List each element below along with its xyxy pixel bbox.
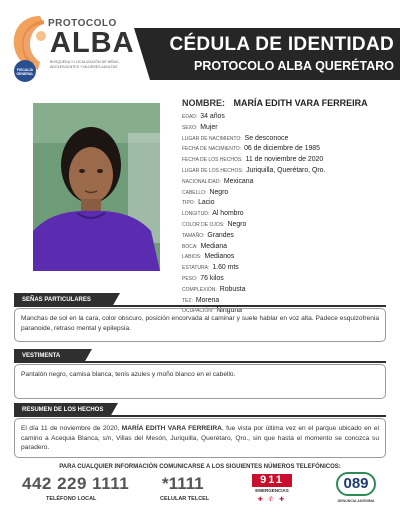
- detail-row: [182, 188, 394, 199]
- senas-divider: [14, 305, 386, 307]
- detail-value: Mediana: [200, 242, 227, 250]
- cellular-phone-label: CELULAR TELCEL: [160, 496, 210, 502]
- detail-label: LABIOS:: [182, 254, 202, 261]
- detail-value: 11 de noviembre de 2020: [245, 156, 324, 164]
- detail-value: Negro: [227, 220, 247, 228]
- header: [0, 0, 400, 90]
- detail-row: [182, 198, 394, 209]
- emergency-number: 911: [252, 474, 292, 487]
- detail-row: [182, 263, 394, 274]
- detail-label: FECHA DE NACIMIENTO:: [182, 146, 242, 153]
- vestimenta-header: [14, 349, 386, 363]
- denuncia-089-logo[interactable]: [334, 472, 378, 510]
- detail-value: Negro: [209, 188, 229, 196]
- detail-label: COLOR DE OJOS:: [182, 221, 225, 228]
- detail-value: 06 de diciembre de 1985: [244, 145, 320, 153]
- vestimenta-text: Pantalón negro, camisa blanca, tenis azules y moño blanco en el cabello.: [21, 371, 236, 378]
- detail-label: FECHA DE LOS HECHOS:: [182, 157, 243, 164]
- person-name: MARÍA EDITH VARA FERREIRA: [233, 98, 368, 108]
- detail-value: Ninguna: [216, 307, 242, 315]
- resumen-text-before: El día 11 de noviembre de 2020,: [21, 425, 122, 432]
- detail-label: NACIONALIDAD:: [182, 178, 221, 185]
- fiscalia-seal: FISCALÍA GENERAL: [14, 60, 36, 82]
- detail-label: TEZ:: [182, 297, 193, 304]
- protocolo-alba-logo: [10, 12, 135, 82]
- vestimenta-title: VESTIMENTA: [14, 349, 84, 363]
- resumen-person-name: MARÍA EDITH VARA FERREIRA: [121, 425, 222, 432]
- detail-value: Mujer: [200, 123, 218, 131]
- detail-row: [182, 252, 394, 263]
- senas-text: Manchas de sol en la cara, color obscuro, posición encorvada al caminar y suele hablar en voz alta. Padece esquizofrenia paranoide, retraso mental y epilepsia.: [21, 315, 379, 332]
- detail-rows: [182, 112, 394, 317]
- detail-value: Se desconoce: [244, 134, 289, 142]
- cellular-phone-number[interactable]: *1111: [162, 474, 204, 493]
- emergency-label: EMERGENCIAS: [255, 488, 289, 493]
- detail-row: [182, 274, 394, 285]
- detail-label: LUGAR DE LOS HECHOS:: [182, 167, 244, 174]
- detail-row: [182, 112, 394, 123]
- person-details: [182, 98, 394, 317]
- detail-label: SEXO:: [182, 124, 198, 131]
- vestimenta-divider: [14, 361, 386, 363]
- resumen-header: [14, 403, 386, 417]
- logo-alba-text: ALBA: [50, 27, 135, 59]
- detail-row: [182, 155, 394, 166]
- local-phone-number[interactable]: 442 229 1111: [22, 474, 130, 493]
- detail-label: LUGAR DE NACIMIENTO:: [182, 135, 242, 142]
- resumen-title: RESUMEN DE LOS HECHOS: [14, 403, 110, 417]
- detail-value: Mexicana: [223, 177, 254, 185]
- detail-label: ESTATURA:: [182, 265, 210, 272]
- document-subtitle: PROTOCOLO ALBA QUERÉTARO: [194, 59, 394, 73]
- detail-label: CABELLO:: [182, 189, 207, 196]
- detail-row: [182, 144, 394, 155]
- name-label: NOMBRE:: [182, 98, 225, 108]
- detail-value: Grandes: [207, 231, 234, 239]
- detail-label: EDAD:: [182, 114, 198, 120]
- detail-row: [182, 242, 394, 253]
- resumen-text-after: , fue vista por última vez en el parque ubicado en el camino a Acequia Blanca, s/n, Villas del Mesón, Juriquilla, Querétaro, Qro., sin que hasta el momento se conozca su paradero.: [21, 425, 380, 452]
- detail-value: 34 años: [200, 113, 225, 120]
- senas-header: [14, 293, 386, 307]
- portrait-image: [33, 103, 160, 271]
- detail-label: BOCA:: [182, 243, 198, 250]
- detail-row: [182, 209, 394, 220]
- emergency-services-icon: ✚ ✆ ✚: [257, 497, 287, 503]
- missing-person-photo: [33, 103, 160, 271]
- logo-subtitle: BÚSQUEDA Y LOCALIZACIÓN DE NIÑAS, ADOLESCENTES Y MUJERES ADULTAS: [50, 60, 120, 69]
- detail-row: [182, 166, 394, 177]
- detail-value: Juriquilla, Querétaro, Qro.: [246, 166, 326, 174]
- detail-label: TIPO:: [182, 200, 196, 207]
- document-title: CÉDULA DE IDENTIDAD: [169, 34, 394, 55]
- denuncia-label: DENUNCIA ANÓNIMA: [337, 499, 375, 503]
- detail-value: 1.60 mts: [212, 264, 239, 272]
- resumen-divider: [14, 415, 386, 417]
- logo-protocolo-text: PROTOCOLO: [48, 18, 117, 29]
- detail-value: Medianos: [204, 253, 235, 261]
- detail-value: Lacio: [198, 199, 215, 207]
- detail-label: COMPLEXIÓN:: [182, 286, 217, 293]
- name-row: [182, 98, 394, 108]
- detail-row: [182, 134, 394, 145]
- detail-label: OCUPACIÓN:: [182, 308, 214, 315]
- detail-row: [182, 220, 394, 231]
- detail-value: 76 kilos: [200, 274, 224, 282]
- detail-label: LONGITUD:: [182, 211, 210, 218]
- senas-box: [14, 308, 386, 342]
- detail-value: Al hombro: [212, 210, 244, 218]
- detail-value: Morena: [195, 296, 220, 304]
- detail-label: PESO:: [182, 275, 198, 282]
- denuncia-number: 089: [336, 472, 376, 496]
- detail-row: [182, 123, 394, 134]
- vestimenta-box: [14, 364, 386, 399]
- senas-title: SEÑAS PARTICULARES: [14, 293, 112, 307]
- detail-label: TAMAÑO:: [182, 232, 205, 239]
- title-band: [150, 28, 400, 80]
- local-phone-label: TELÉFONO LOCAL: [46, 496, 97, 502]
- emergency-911-logo[interactable]: [252, 474, 292, 508]
- resumen-box: [14, 418, 386, 458]
- detail-value: Robusta: [219, 285, 246, 293]
- detail-row: [182, 231, 394, 242]
- detail-row: [182, 177, 394, 188]
- contact-title: PARA CUALQUIER INFORMACIÓN COMUNICARSE A LOS SIGUIENTES NÚMEROS TELEFÓNICOS:: [59, 464, 341, 470]
